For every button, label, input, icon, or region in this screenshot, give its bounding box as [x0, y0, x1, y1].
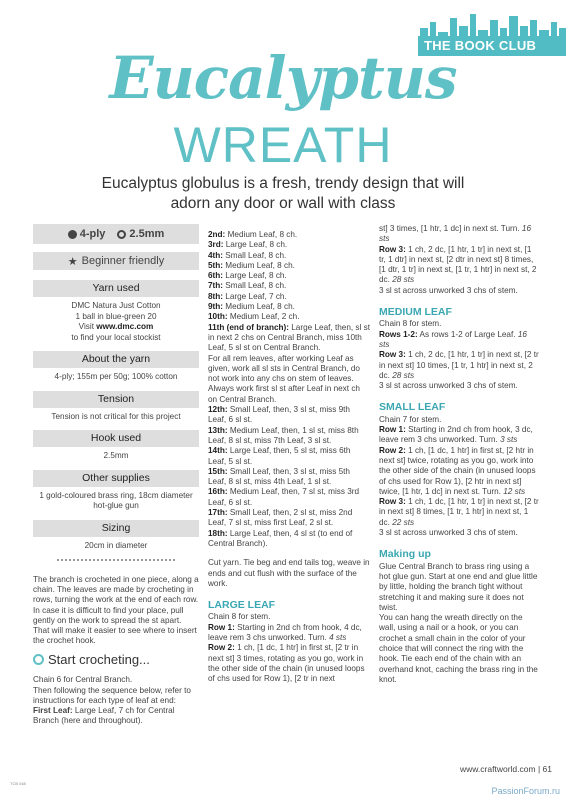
large-row-1: [208, 623, 370, 644]
leaf-text: Medium Leaf, 8 ch.: [225, 302, 295, 312]
start-title: Start crocheting...: [48, 652, 150, 668]
row-text: 1 ch, [1 dc, 1 htr] in first st, [2 htr in next st] twice, rotating as you go, work into the other side of the chain (in unused loops of chs used for Row 1), [2 htr in next st] twice, [1 htr, 1 dc] in next st. Turn.: [379, 445, 536, 496]
start-line: Then following the sequence below, refer to instructions for each type of leaf at end:: [33, 685, 191, 705]
sidebar: [33, 224, 199, 726]
leaf-text: Large Leaf, 8 ch.: [225, 271, 287, 281]
leaf-step: [208, 323, 370, 354]
yarn-line: 1 ball in blue-green 20: [75, 311, 157, 321]
supplies-text: 1 gold-coloured brass ring, 18cm diameter hot-glue gun: [39, 490, 193, 510]
visit-text: Visit: [78, 322, 94, 331]
leaf-text: Medium Leaf, 2 ch.: [229, 312, 300, 322]
sizing-heading: Sizing: [33, 520, 199, 537]
small-row-1: [379, 425, 539, 446]
medium-chain: Chain 8 for stem.: [379, 319, 442, 329]
row-text: st] 3 times, [1 htr, 1 dc] in next st. Turn.: [379, 224, 520, 233]
hook-text: 2.5mm: [103, 451, 129, 460]
leaf-step: [208, 261, 370, 271]
leaf-number: 15th:: [208, 466, 228, 476]
row-text: 1 ch, 2 dc, [1 htr, 1 tr] in next st, [1 tr, 1 dtr] in next st, [2 dtr in next st] 8 times, [1 dtr, 1 tr] in next st, [1 tr, 1 htr] in next st, 2 dc.: [379, 244, 537, 285]
divider: [57, 559, 175, 561]
first-leaf-label: First Leaf:: [33, 706, 73, 716]
start-line: Chain 6 for Central Branch.: [33, 675, 133, 685]
footer-code: TCB 048: [10, 781, 26, 786]
leaf-number: 2nd:: [208, 230, 226, 239]
row-label: Row 1:: [379, 425, 406, 435]
row-label: Row 3:: [379, 497, 406, 507]
leaf-text: Small Leaf, then, 2 sl st, miss 2nd Leaf, 7 sl st, miss first Leaf, 2 sl st.: [208, 508, 353, 528]
leaf-text: Large Leaf, then, 4 sl st (to end of Central Branch).: [208, 528, 353, 548]
tension-heading: Tension: [33, 391, 199, 408]
leaf-text: Large Leaf, 7 ch.: [225, 291, 287, 301]
leaf-text: Small Leaf, then, 3 sl st, miss 9th Leaf, 6 sl st.: [208, 405, 350, 425]
leaf-text: Small Leaf, 8 ch.: [225, 281, 287, 291]
large-row-3: [379, 245, 539, 286]
leaf-step: [208, 529, 370, 550]
small-end: 3 sl st across unworked 3 chs of stem.: [379, 528, 518, 538]
leaf-step: [208, 446, 370, 467]
tension-text: Tension is not critical for this project: [51, 411, 181, 421]
leaf-text: Large Leaf, 8 ch.: [225, 240, 288, 250]
medium-rows-1-2: [379, 330, 539, 351]
leaf-number: 9th:: [208, 302, 224, 312]
ply-spec: [68, 228, 106, 240]
instructions-column-2: [208, 230, 370, 684]
yarn-line: DMC Natura Just Cotton: [71, 301, 161, 310]
leaf-step: [208, 240, 370, 250]
stitch-count: 4 sts: [329, 632, 347, 642]
stitch-count: 22 sts: [392, 517, 415, 527]
yarn-heading: Yarn used: [33, 280, 199, 297]
stitch-count: 3 sts: [500, 435, 518, 445]
sizing-text: 20cm in diameter: [84, 540, 148, 550]
leaf-number: 17th:: [208, 508, 228, 518]
leaf-text: Medium Leaf, then, 7 sl st, miss 3rd Leaf, 6 sl st.: [208, 487, 360, 507]
leaf-number: 8th:: [208, 291, 224, 301]
leaf-number: 4th:: [208, 250, 224, 260]
leaf-step: [208, 426, 370, 447]
note-text: For all rem leaves, after working Leaf as given, work all sl sts in Central Branch, do not work into any chs on stem of leaves. Always work first sl st after Leaf in next ch on Central Branch.: [208, 353, 360, 404]
title-script: Eucalyptus: [109, 44, 457, 112]
row-text: As rows 1-2 of Large Leaf.: [419, 329, 516, 339]
leaf-number: 13th:: [208, 425, 228, 435]
spec-row: [33, 224, 199, 244]
hook-icon: [117, 230, 126, 239]
large-row-2-cont: [379, 224, 539, 245]
circle-icon: [33, 654, 44, 665]
leaf-text: Medium Leaf, then, 1 sl st, miss 8th Leaf, 8 sl st, miss 7th Leaf, 3 sl st.: [208, 425, 359, 445]
small-leaf-heading: SMALL LEAF: [379, 401, 446, 414]
leaf-text: Medium Leaf, 8 ch.: [225, 260, 295, 270]
leaf-text: Large Leaf, then, 5 sl st, miss 6th Leaf, 5 sl st.: [208, 446, 351, 466]
leaf-number: 16th:: [208, 487, 228, 497]
leaf-sequence: [208, 230, 370, 354]
hook-size-text: 2.5mm: [129, 228, 165, 240]
stitch-count: 12 sts: [503, 486, 526, 496]
leaf-step: [208, 292, 370, 302]
book-club-badge: THE BOOK CLUB: [418, 36, 566, 56]
row-text: 1 ch, 2 dc, [1 htr, 1 tr] in next st, [2 tr in next st] 10 times, [1 tr, 1 htr] in next st, 2 dc.: [379, 350, 539, 380]
cut-text: Cut yarn. Tie beg and end tails tog, weave in ends and cut flush with the surface of the work.: [208, 558, 370, 588]
large-end: 3 sl st across unworked 3 chs of stem.: [379, 285, 518, 295]
yarn-line: [33, 322, 199, 333]
leaf-number: 11th (end of branch):: [208, 322, 289, 332]
leaf-text: Small Leaf, 8 ch.: [225, 250, 287, 260]
title-caps: WREATH: [173, 117, 393, 173]
leaf-step: [208, 508, 370, 529]
leaf-number: 3rd:: [208, 240, 224, 250]
row-text: Starting in 2nd ch from hook, 4 dc, leave rem 3 chs unworked. Turn.: [208, 622, 362, 642]
row-label: Row 3:: [379, 350, 406, 360]
leaf-number: 18th:: [208, 528, 228, 538]
hook-heading: Hook used: [33, 430, 199, 447]
leaf-step: [208, 467, 370, 488]
leaf-sequence-rest: [208, 405, 370, 549]
star-icon: ★: [67, 255, 78, 268]
medium-end: 3 sl st across unworked 3 chs of stem.: [379, 381, 518, 391]
large-row-2: [208, 643, 370, 684]
leaf-step: [208, 230, 370, 240]
dmc-link[interactable]: www.dmc.com: [96, 322, 154, 331]
leaf-number: 7th:: [208, 281, 224, 291]
row-text: 1 ch, 1 dc, [1 htr, 1 tr] in next st, [2 tr in next st] 8 times, [1 tr, 1 htr] in next st, 1 dc.: [379, 497, 539, 527]
leaf-number: 14th:: [208, 446, 228, 456]
leaf-number: 5th:: [208, 260, 224, 270]
footer-site: [460, 764, 552, 774]
yarn-ball-icon: [68, 230, 77, 239]
separator: |: [537, 764, 541, 774]
leaf-text: Small Leaf, then, 3 sl st, miss 5th Leaf, 8 sl st, miss 4th Leaf, 1 sl st.: [208, 466, 350, 487]
first-leaf: [33, 706, 199, 726]
leaf-step: [208, 251, 370, 261]
leaf-step: [208, 281, 370, 291]
intro-text: The branch is crocheted in one piece, along a chain. The leaves are made by crocheting in rows, turning the work at the end of each row. In case it is difficult to find your place, pull gently on the work to spread the st apart. That will make it easier to see where to insert the crochet hook.: [33, 575, 199, 646]
large-chain: Chain 8 for stem.: [208, 612, 271, 622]
medium-row-3: [379, 350, 539, 381]
ply-text: 4-ply: [79, 228, 106, 240]
leaf-step: [208, 271, 370, 281]
about-text: 4-ply; 155m per 50g; 100% cotton: [54, 372, 178, 381]
stitch-count: 28 sts: [392, 275, 415, 285]
small-row-2: [379, 446, 539, 497]
leaf-number: 6th:: [208, 271, 224, 281]
level-badge: [33, 252, 199, 270]
leaf-number: 10th:: [208, 312, 228, 322]
leaf-text: Large Leaf, then, sl st in next 2 chs on Central Branch, miss 10th Leaf, 5 sl st on Central Branch.: [208, 322, 370, 353]
making-text: You can hang the wreath directly on the wall, using a nail or a hook, or you can crochet a small chain in the color of your choice that will connect the ring with the hook. Tie each end of the chain with an overhand knot, caching the brass ring in the knot.: [379, 613, 538, 684]
instructions-column-3: [379, 224, 539, 685]
supplies-heading: Other supplies: [33, 470, 199, 487]
page-number: 61: [542, 764, 552, 774]
row-label: Row 3:: [379, 244, 406, 254]
row-text: Starting in 2nd ch from hook, 3 dc, leave rem 3 chs unworked. Turn.: [379, 425, 533, 445]
row-text: 1 ch, [1 dc, 1 htr] in first st, [2 tr in next st] 3 times, rotating as you go, work in the other side of the chain (in unused loops of chs used for Row 1), [2 tr in next: [208, 643, 365, 684]
level-text: Beginner friendly: [81, 255, 165, 267]
row-label: Row 1:: [208, 622, 235, 632]
leaf-step: [208, 487, 370, 508]
row-label: Row 2:: [208, 643, 235, 653]
leaf-step: [208, 302, 370, 312]
making-up-heading: Making up: [379, 548, 431, 561]
leaf-number: 12th:: [208, 405, 228, 415]
subtitle: Eucalyptus globulus is a fresh, trendy design that will adorn any door or wall with class: [101, 175, 465, 212]
stitch-count: 16 sts: [379, 224, 531, 244]
site-link[interactable]: www.craftworld.com: [459, 764, 536, 774]
medium-leaf-heading: MEDIUM LEAF: [379, 306, 452, 319]
watermark: PassionForum.ru: [491, 786, 560, 796]
small-chain: Chain 7 for stem.: [379, 414, 442, 424]
small-row-3: [379, 497, 539, 528]
row-label: Rows 1-2:: [379, 329, 418, 339]
leaf-step: [208, 312, 370, 322]
yarn-line: to find your local stockist: [71, 332, 161, 342]
stitch-count: 28 sts: [392, 370, 415, 380]
yarn-info: [33, 301, 199, 343]
hook-spec: [117, 228, 164, 240]
row-label: Row 2:: [379, 445, 406, 455]
making-text: Glue Central Branch to brass ring using a hot glue gun. Start at one end and glue little by little, holding the branch tight without stretching it and making sure it does not twist.: [379, 561, 538, 612]
stitch-count: 16 sts: [379, 329, 527, 349]
about-heading: About the yarn: [33, 351, 199, 368]
leaf-step: [208, 405, 370, 426]
start-heading: [33, 652, 199, 667]
first-leaf-text: Large Leaf, 7 ch for Central Branch (here and throughout).: [33, 706, 175, 726]
large-leaf-heading: LARGE LEAF: [208, 599, 276, 612]
leaf-text: Medium Leaf, 8 ch.: [227, 230, 298, 239]
